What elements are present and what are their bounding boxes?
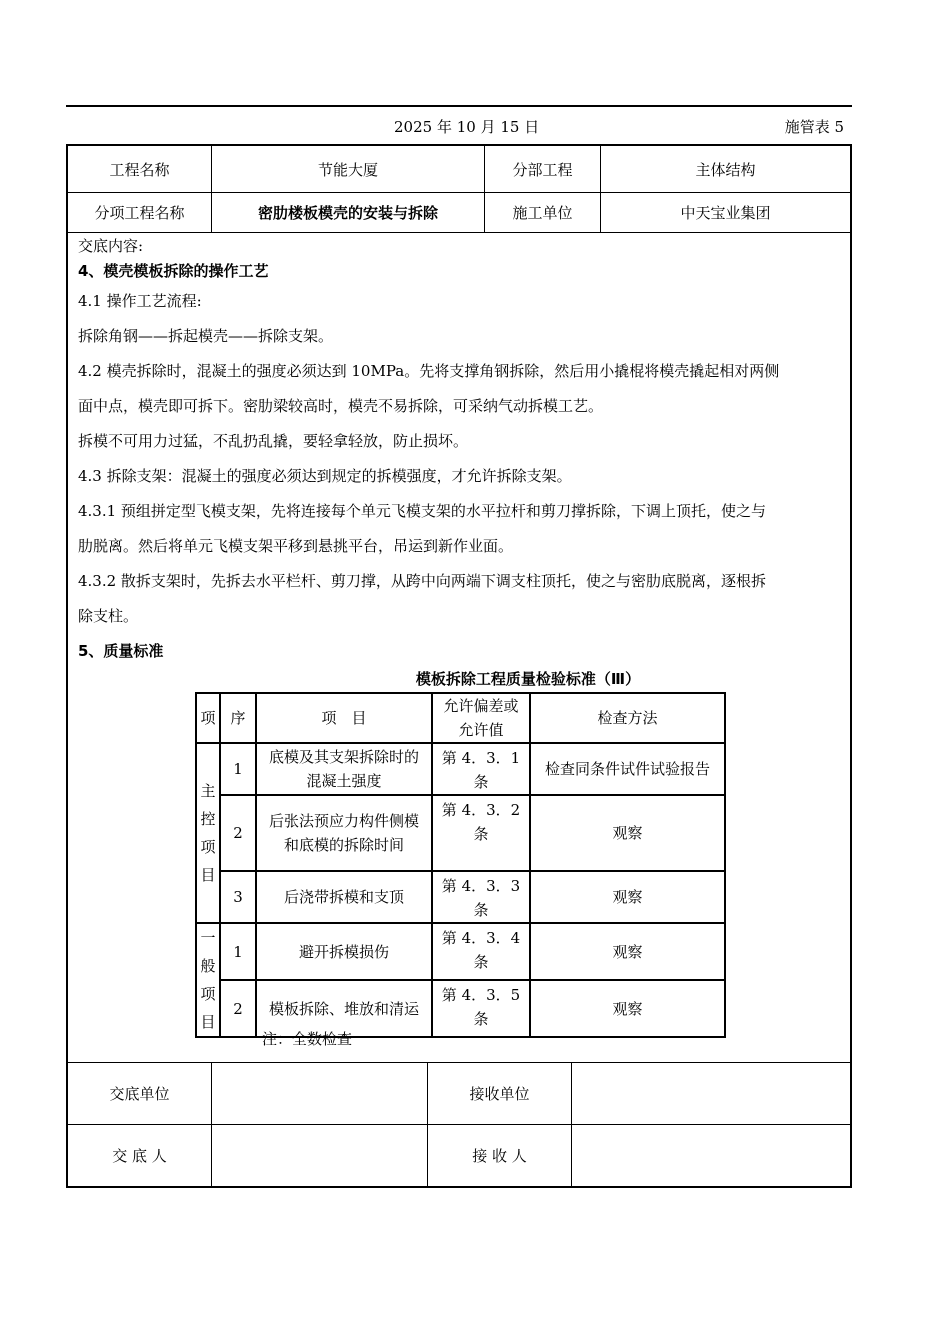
subitem-label: 分项工程名称	[94, 204, 185, 222]
giver-person-field[interactable]	[212, 1125, 427, 1186]
main-control-category	[196, 743, 220, 923]
section-4-heading: 4、模壳模板拆除的操作工艺	[78, 262, 269, 280]
row-reference	[432, 743, 530, 795]
table-row	[196, 743, 725, 795]
giver-unit-label: 交底单位	[109, 1085, 170, 1103]
header-method: 检查方法	[530, 693, 725, 743]
paragraph-4-3-1-line1: 4.3.1 预组拼定型飞模支架，先将连接每个单元飞模支架的水平拉杆和剪刀撑拆除，下调上顶托，使之与	[78, 502, 766, 520]
category-char: 一	[200, 929, 216, 947]
row-ref-line1: 第 4．3．1	[441, 749, 521, 767]
header-tolerance	[432, 693, 530, 743]
row-item: 模板拆除、堆放和清运	[256, 980, 432, 1037]
row-ref-line1: 第 4．3．4	[441, 929, 521, 947]
content-intro: 交底内容:	[78, 237, 144, 255]
category-char: 主	[200, 782, 216, 800]
header-tolerance-line2: 允许值	[458, 721, 504, 739]
row-item: 避开拆模损伤	[256, 923, 432, 980]
row-seq: 3	[220, 871, 256, 923]
category-char: 目	[200, 866, 216, 884]
table-row	[196, 795, 725, 871]
row-reference	[432, 795, 530, 871]
division-value: 主体结构	[695, 160, 756, 179]
contractor-value: 中天宝业集团	[680, 204, 771, 222]
receiver-unit-label: 接收单位	[469, 1085, 530, 1103]
receiver-unit-field[interactable]	[572, 1063, 850, 1124]
section-5-heading: 5、质量标准	[78, 642, 164, 660]
paragraph-4-3-2-line1: 4.3.2 散拆支架时，先拆去水平栏杆、剪刀撑，从跨中向两端下调支柱顶托，使之与密肋底脱离，逐根拆	[78, 572, 766, 590]
project-name-value: 节能大厦	[317, 160, 378, 179]
row-method: 观察	[530, 871, 725, 923]
row-ref-line1: 第 4．3．5	[441, 986, 521, 1004]
table-note: 注：全数检查	[262, 1030, 353, 1048]
contractor-label: 施工单位	[512, 204, 573, 222]
giver-unit-field[interactable]	[212, 1063, 427, 1124]
form-number: 施管表 5	[784, 118, 844, 136]
row-ref-line2: 条	[473, 1010, 489, 1028]
category-char: 控	[200, 810, 216, 828]
category-char: 项	[200, 985, 216, 1003]
table-header-row	[196, 693, 725, 743]
paragraph-4-2-line2: 面中点，模壳即可拆下。密肋梁较高时，模壳不易拆除，可采纳气动拆模工艺。	[78, 397, 604, 415]
disclosure-form	[66, 144, 852, 1188]
row-ref-line2: 条	[473, 901, 489, 919]
row-seq: 2	[220, 980, 256, 1037]
header-seq: 序	[220, 693, 256, 743]
paragraph-4-3-1-line2: 肋脱离。然后将单元飞模支架平移到悬挑平台，吊运到新作业面。	[78, 537, 514, 555]
row-item-line2: 混凝土强度	[306, 772, 382, 790]
row-method: 观察	[530, 980, 725, 1037]
row-item	[256, 743, 432, 795]
disclosure-content	[78, 234, 844, 669]
table-row	[196, 871, 725, 923]
category-char: 般	[200, 957, 216, 975]
row-item-line2: 和底模的拆除时间	[283, 836, 404, 854]
form-date: 2025 年 10 月 15 日	[394, 118, 540, 136]
general-category	[196, 923, 220, 1037]
row-item-line1: 底模及其支架拆除时的	[268, 748, 419, 766]
header-project: 项 目	[256, 693, 432, 743]
row-ref-line1: 第 4．3．2	[441, 801, 521, 819]
paragraph-4-1: 4.1 操作工艺流程:	[78, 292, 202, 310]
table-row	[196, 923, 725, 980]
row-reference	[432, 980, 530, 1037]
paragraph-flow: 拆除角钢——拆起模壳——拆除支架。	[78, 327, 334, 345]
paragraph-4-2-line1: 4.2 模壳拆除时，混凝土的强度必须达到 10MPa。先将支撑角钢拆除，然后用小撬棍将模壳撬起相对两侧	[78, 362, 780, 380]
paragraph-4-3-2-line2: 除支柱。	[78, 607, 139, 625]
row-ref-line2: 条	[473, 773, 489, 791]
paragraph-caution: 拆模不可用力过猛，不乱扔乱撬，要轻拿轻放，防止损坏。	[78, 432, 469, 450]
row-ref-line2: 条	[473, 953, 489, 971]
row-seq: 1	[220, 923, 256, 980]
row-method: 检查同条件试件试验报告	[530, 743, 725, 795]
header-item: 项	[196, 693, 220, 743]
division-label: 分部工程	[512, 160, 573, 179]
row-item	[256, 795, 432, 871]
top-rule	[66, 105, 852, 107]
subitem-value: 密肋楼板模壳的安装与拆除	[257, 204, 438, 222]
project-name-label: 工程名称	[109, 160, 170, 179]
row-reference	[432, 871, 530, 923]
row-item: 后浇带拆模和支顶	[256, 871, 432, 923]
row-method: 观察	[530, 923, 725, 980]
category-char: 目	[200, 1013, 216, 1031]
header-tolerance-line1: 允许偏差或	[443, 697, 519, 715]
quality-table-title: 模板拆除工程质量检验标准（Ⅲ）	[415, 670, 641, 688]
row-seq: 1	[220, 743, 256, 795]
category-char: 项	[200, 838, 216, 856]
row-ref-line2: 条	[473, 825, 489, 843]
giver-person-label: 交 底 人	[112, 1147, 167, 1165]
row-ref-line1: 第 4．3．3	[441, 877, 521, 895]
quality-standard-table	[195, 692, 726, 1038]
row-reference	[432, 923, 530, 980]
row-method: 观察	[530, 795, 725, 871]
row-seq: 2	[220, 795, 256, 871]
receiver-person-field[interactable]	[572, 1125, 850, 1186]
receiver-person-label: 接 收 人	[472, 1147, 527, 1165]
row-item-line1: 后张法预应力构件侧模	[268, 812, 419, 830]
paragraph-4-3: 4.3 拆除支架：混凝土的强度必须达到规定的拆模强度，才允许拆除支架。	[78, 467, 572, 485]
